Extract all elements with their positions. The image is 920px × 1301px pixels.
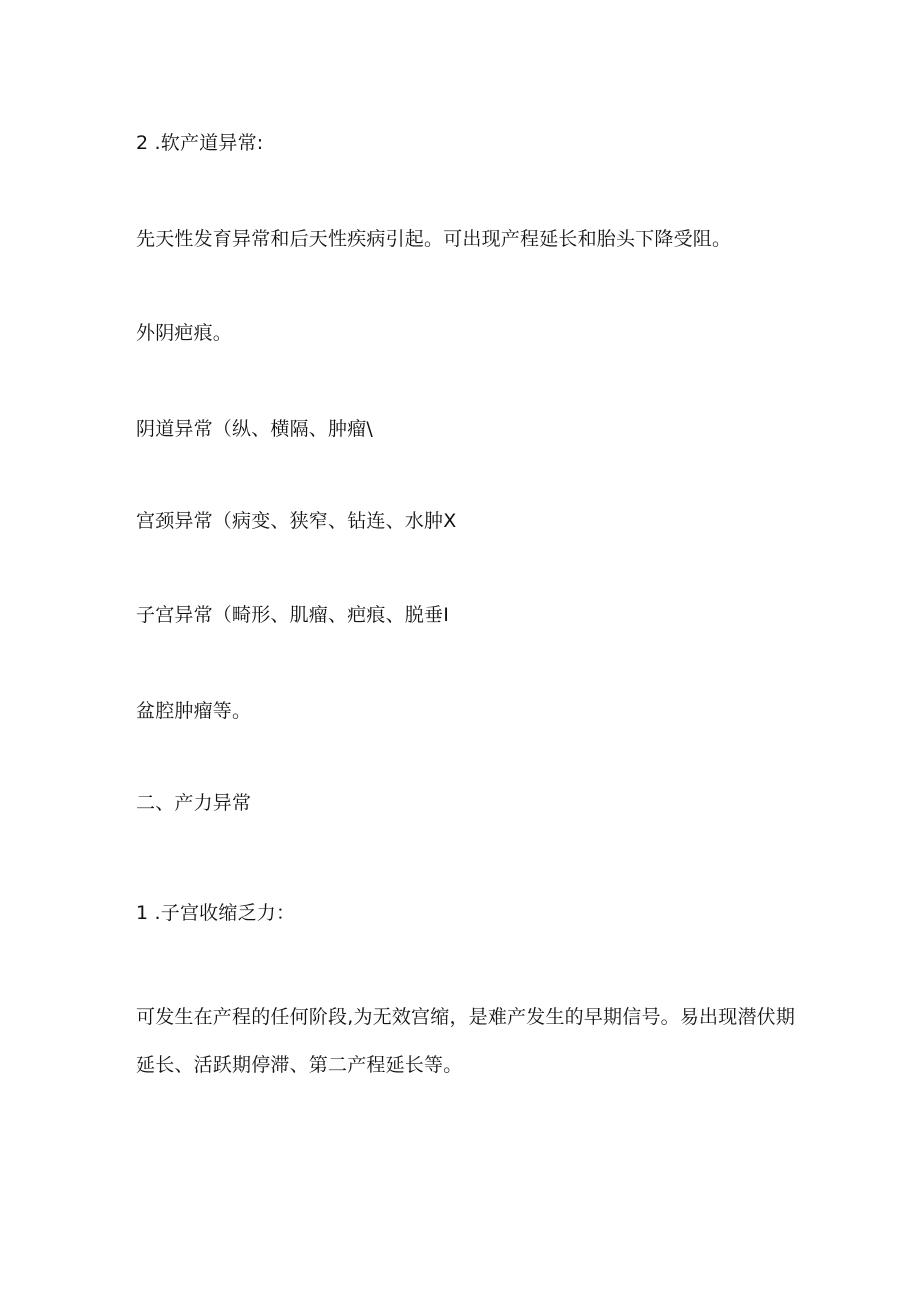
list-item-pelvic-tumor: 盆腔肿瘤等。: [136, 700, 252, 722]
subsection-heading-uterine-inertia: 1 .子宫收缩乏力：: [136, 902, 296, 924]
list-item-vulva: 外阴疤痕。: [136, 322, 233, 344]
list-item-vagina: 阴道异常（纵、横隔、肿瘤\: [136, 418, 374, 440]
list-item-uterus: 子宫异常（畸形、肌瘤、疤痕、脱垂I: [136, 604, 450, 626]
paragraph-causes: 先天性发育异常和后天性疾病引起。可出现产程延长和胎头下降受阻。: [136, 228, 732, 250]
paragraph-line-2: 延长、活跃期停滞、第二产程延长等。: [136, 1054, 463, 1076]
section-heading-labor-force: 二、产力异常: [136, 792, 252, 814]
section-heading-soft-birth-canal: 2 .软产道异常:: [136, 132, 264, 154]
list-item-cervix: 宫颈异常（病变、狭窄、钻连、水肿X: [136, 510, 457, 532]
paragraph-line-1: 可发生在产程的任何阶段,为无效宫缩，是难产发生的早期信号。易出现潜伏期: [136, 1006, 796, 1028]
